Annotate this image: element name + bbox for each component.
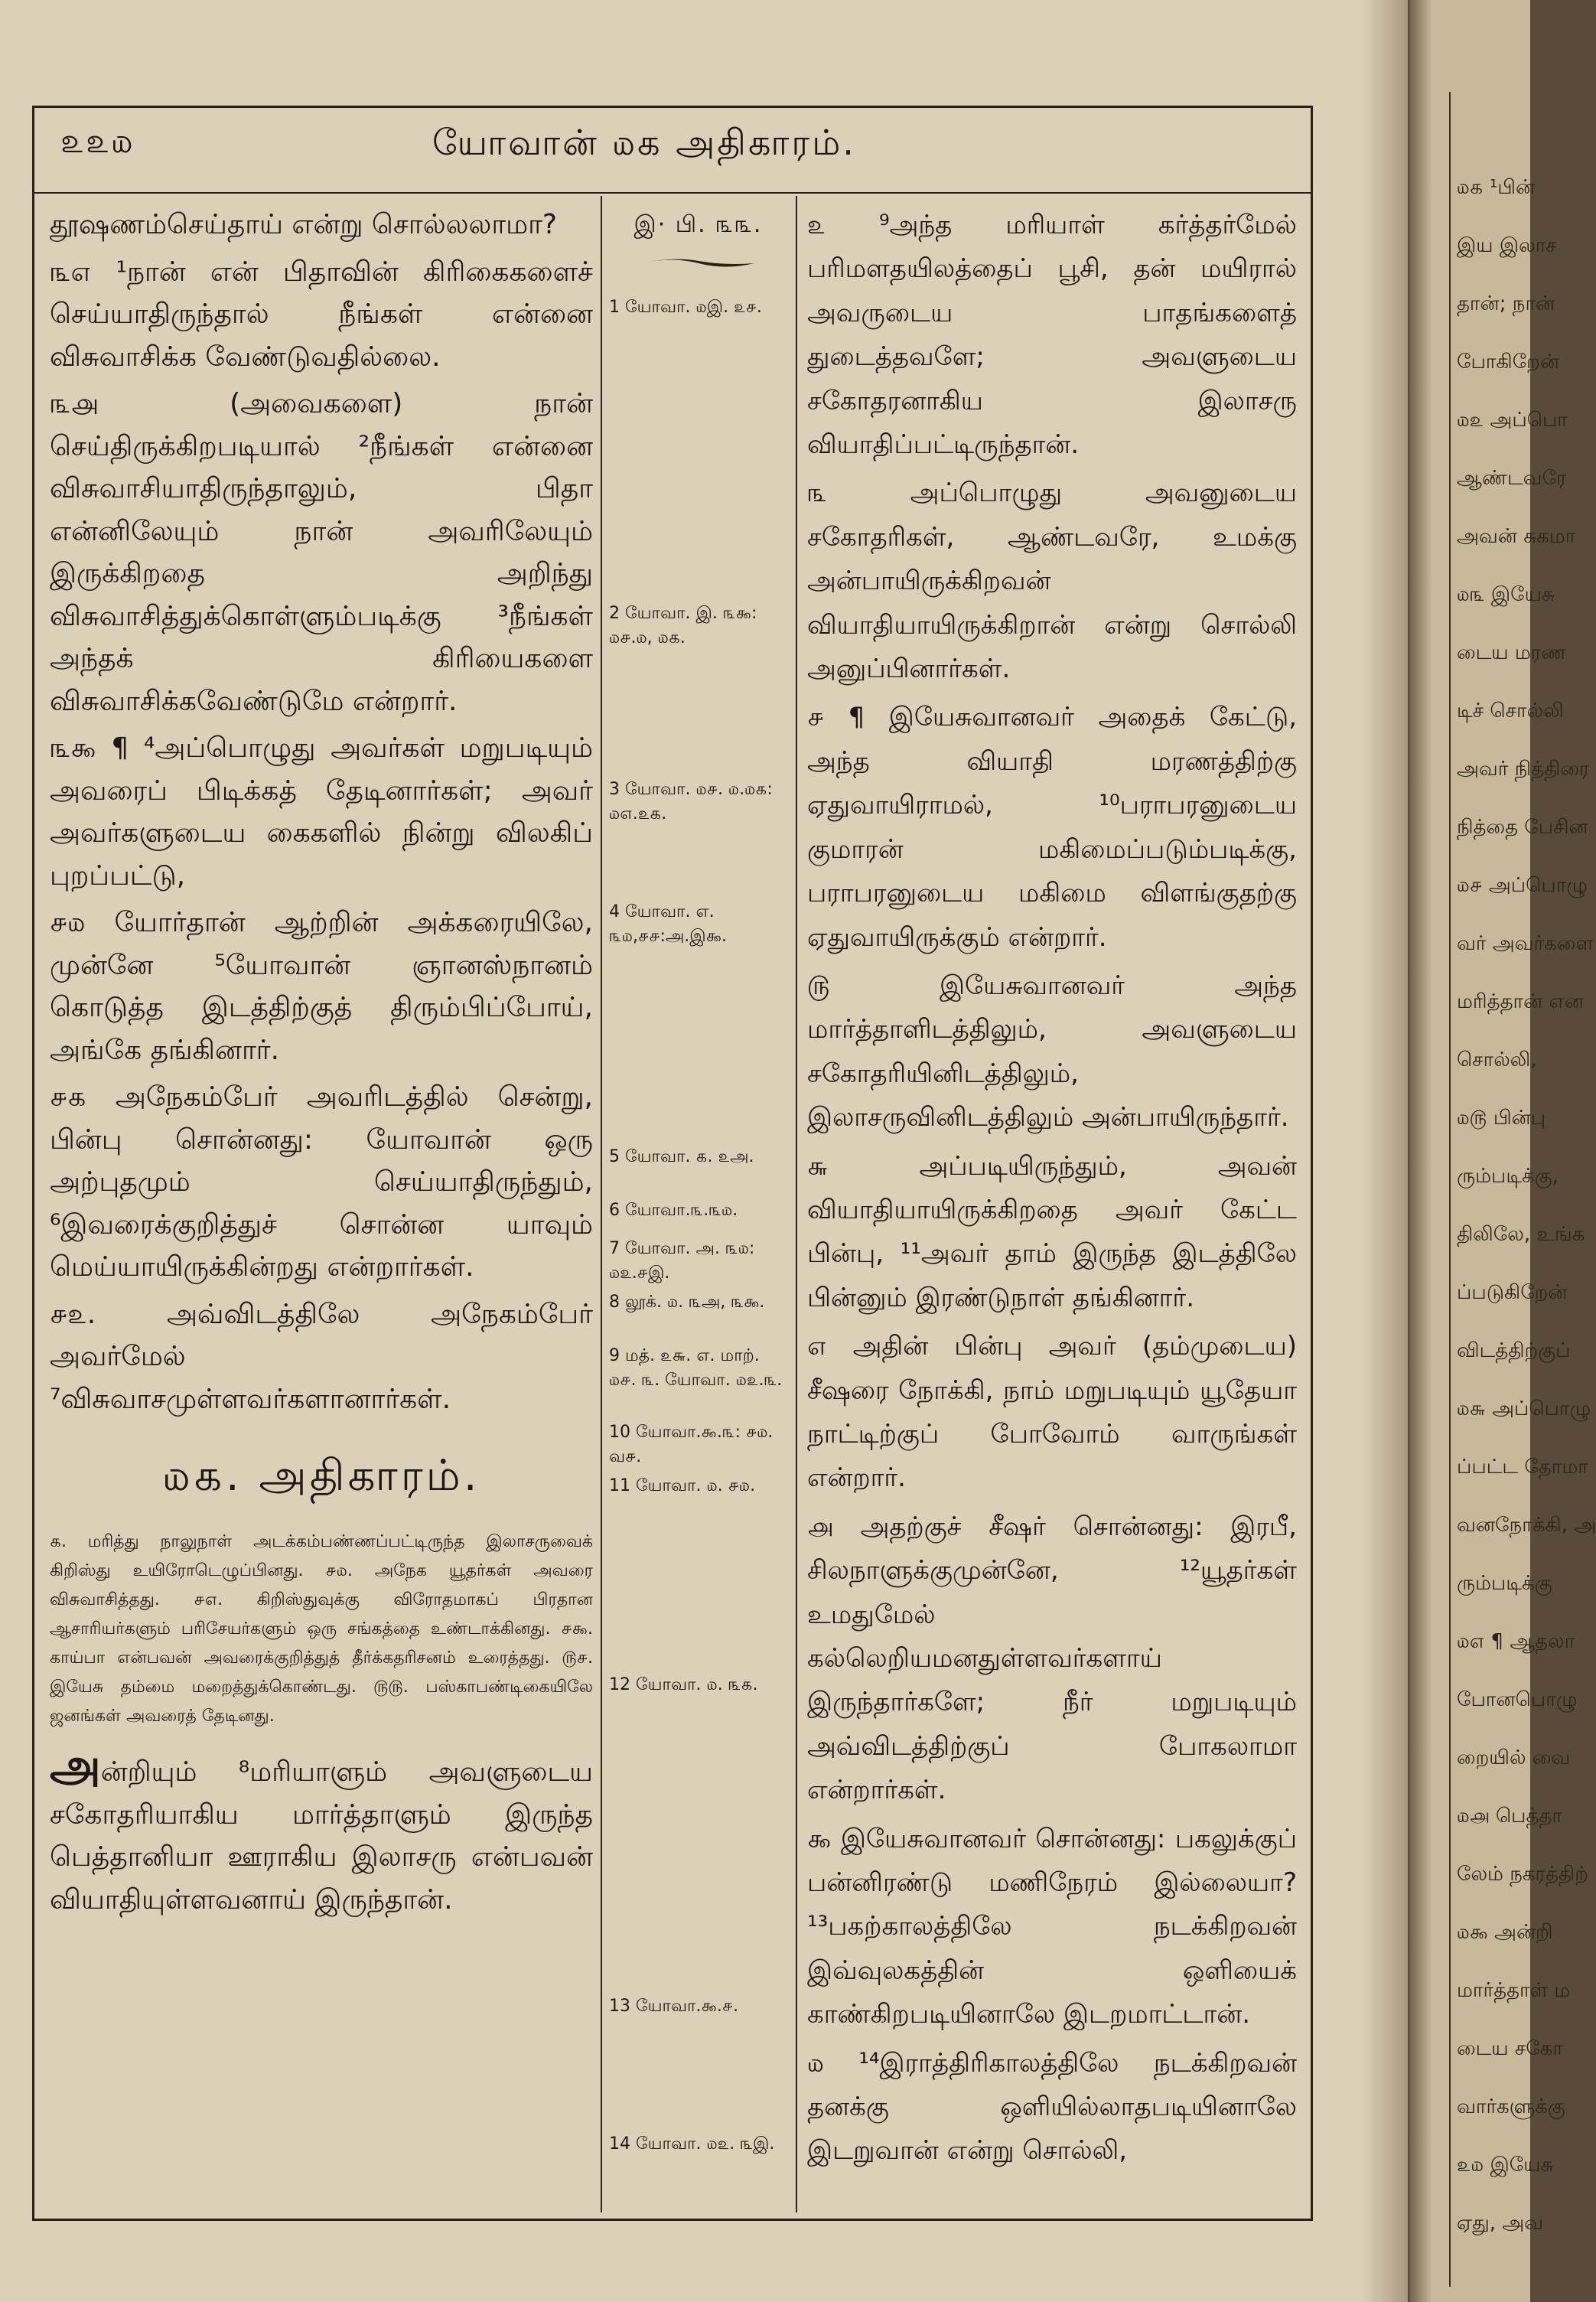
adjacent-page-line: ௰௭ ¶ ஆதலா — [1457, 1630, 1575, 1653]
adjacent-page — [1409, 0, 1596, 2302]
verse: ௩௭ ¹நான் என் பிதாவின் கிரிகைகளைச் செய்யாதிருந்தால் நீங்கள் என்னை விசுவாசிக்க வேண்டுவதில்லை. — [50, 256, 593, 373]
adjacent-page-line: தான்; நான் — [1457, 292, 1555, 315]
drop-cap: அ — [50, 1739, 101, 1792]
adjacent-page-line: வர் அவர்களை — [1457, 932, 1594, 955]
verse: ௩௮ (அவைகளை) நான் செய்திருக்கிறபடியால் ²நீங்கள் என்னை விசுவாசியாதிருந்தாலும், பிதா என்னிலேயும் நான் அவரிலேயும் இருக்கிறதை அறிந்து விசுவாசித்துக்கொள்ளும்படிக்கு ³நீங்கள் அந்தக் கிரியைகளை விசுவாசிக்கவேண்டுமே என்றார். — [50, 388, 593, 717]
verse: ௩ அப்பொழுது அவனுடைய சகோதரிகள், ஆண்டவரே, உமக்கு அன்பாயிருக்கிறவன் வியாதியாயிருக்கிறான் என்று சொல்லி அனுப்பினார்கள். — [807, 478, 1297, 685]
adjacent-page-line: அவன் சுகமா — [1457, 525, 1576, 548]
reference-note: 12 யோவா. ௰. ௩௧. — [609, 1675, 758, 1694]
reference-note: 6 யோவா.௩.௩௰. — [609, 1201, 738, 1220]
adjacent-page-line: லேம் நகரத்திற் — [1457, 1863, 1588, 1886]
chapter-heading: ௰௧. அதிகாரம். — [162, 1451, 480, 1501]
adjacent-page-line: ௰௨ அப்பொ — [1457, 409, 1568, 432]
reference-note: 8 லூக். ௰. ௩அ, ௩௯. — [609, 1293, 765, 1312]
adjacent-page-line: ௰௪ அப்பொழு — [1457, 874, 1588, 897]
adjacent-page-line: போகிறேன் — [1457, 351, 1560, 373]
verse: ௯ இயேசுவானவர் சொன்னது: பகலுக்குப் பன்னிரண்டு மணிநேரம் இல்லையா? ¹³பகற்காலத்திலே நடக்கிறவன் இவ்வுலகத்தின் ஒளியைக் காண்கிறபடியினாலே இடறமாட்டான். — [807, 1823, 1297, 2030]
reference-note: 13 யோவா.௯.௪. — [609, 1997, 739, 2016]
running-title: யோவான் ௰க அதிகாரம். — [432, 122, 856, 163]
adjacent-page-line: திலிலே, உங்க — [1457, 1223, 1585, 1246]
adjacent-page-line: போனபொழு — [1457, 1688, 1578, 1711]
adjacent-page-line: மரித்தான் என — [1457, 990, 1585, 1013]
verse: ௮ அதற்குச் சீஷர் சொன்னது: இரபீ, சிலநாளுக்குமுன்னே, ¹²யூதர்கள் உமதுமேல் கல்லெறியமனதுள்ளவர்களாய் இருந்தார்களே; நீர் மறுபடியும் அவ்விடத்திற்குப் போகலாமா என்றார்கள். — [807, 1511, 1297, 1806]
references-heading: இ· பி. ௩௩. — [634, 211, 763, 238]
adjacent-page-line: ௰௧ ¹பின் — [1457, 176, 1536, 199]
adjacent-page-line: ரும்படிக்கு — [1457, 1572, 1552, 1595]
adjacent-page-line: மார்த்தாள் ம — [1457, 1979, 1571, 2002]
column-divider — [601, 196, 602, 2212]
adjacent-page-line: ௰௯ அன்றி — [1457, 1921, 1553, 1944]
adjacent-page-line: அவர் நித்திரை — [1457, 758, 1590, 781]
verse: ௫ இயேசுவானவர் அந்த மார்த்தாளிடத்திலும், அவளுடைய சகோதரியினிடத்திலும், இலாசருவினிடத்திலும் அன்பாயிருந்தார். — [807, 970, 1297, 1133]
adjacent-page-line: ௰௫ பின்பு — [1457, 1107, 1546, 1130]
adjacent-page-line: ப்படுகிறேன் — [1457, 1281, 1568, 1304]
verse: ௬ அப்படியிருந்தும், அவன் வியாதியாயிருக்கிறதை அவர் கேட்ட பின்பு, ¹¹அவர் தாம் இருந்த இடத்திலே பின்னும் இரண்டுநாள் தங்கினார். — [807, 1150, 1297, 1313]
verse: தூஷணம்செய்தாய் என்று சொல்லலாமா? — [50, 209, 558, 240]
chapter-summary: ௧. மரித்து நாலுநாள் அடக்கம்பண்ணப்பட்டிருந்த இலாசருவைக் கிறிஸ்து உயிரோடெழுப்பினது. ௪௰. அநேக யூதர்கள் அவரை விசுவாசித்தது. ௪௭. கிறிஸ்துவுக்கு விரோதமாகப் பிரதான ஆசாரியர்களும் பரிசேயர்களும் ஒரு சங்கத்தை உண்டாக்கினது. ௪௯. காய்பா என்பவன் அவரைக்குறித்துத் தீர்க்கதரிசனம் உரைத்தது. ௫௪. இயேசு தம்மை மறைத்துக்கொண்டது. ௫௫. பஸ்காபண்டிகையிலே ஜனங்கள் அவரைத் தேடினது. — [50, 1532, 593, 1726]
adjacent-page-line: விடத்திற்குப் — [1457, 1339, 1571, 1362]
adjacent-page-line: டிச் சொல்லி — [1457, 699, 1564, 722]
adjacent-page-line: ௰௩ இயேசு — [1457, 583, 1555, 606]
adjacent-page-line: டைய மரண — [1457, 641, 1567, 664]
adjacent-page-line: ஆண்டவரே — [1457, 467, 1567, 490]
left-column — [50, 204, 593, 1925]
page-number: ௨௨௰ — [60, 122, 135, 161]
adjacent-page-line: இய இலாச — [1457, 234, 1557, 257]
verse: ௰ ¹⁴இராத்திரிகாலத்திலே நடக்கிறவன் தனக்கு ஒளியில்லாதபடியினாலே இடறுவான் என்று சொல்லி, — [807, 2047, 1297, 2167]
reference-note: 14 யோவா. ௰௨. ௩இ. — [609, 2134, 775, 2154]
adjacent-page-line: ௨௰ இயேசு — [1457, 2154, 1554, 2176]
adjacent-page-line: டைய சகோ — [1457, 2037, 1563, 2060]
right-column — [807, 204, 1297, 2178]
reference-note: 9 மத். ௨௬. எ. மாற். ௰௪. ௩. யோவா. ௰௨.௩. — [609, 1346, 783, 1390]
adjacent-page-line: வார்களுக்கு — [1457, 2095, 1565, 2118]
reference-note: 3 யோவா. ௰௪. ௰.௰௧: ௰௭.௨௧. — [609, 780, 773, 823]
adjacent-page-line: ரும்படிக்கு, — [1457, 1165, 1559, 1188]
page-frame — [32, 106, 1313, 2221]
verse: ௨ ⁹அந்த மரியாள் கர்த்தர்மேல் பரிமளதயிலத்தைப் பூசி, தன் மயிரால் அவருடைய பாதங்களைத் துடைத்தவளே; அவளுடைய சகோதரனாகிய இலாசரு வியாதிப்பட்டிருந்தான். — [807, 210, 1297, 461]
opening-text: ன்றியும் ⁸மரியாளும் அவளுடைய சகோதரியாகிய மார்த்தாளும் இருந்த பெத்தானியா ஊராகிய இலாசரு என்பவன் வியாதியுள்ளவனாய் இருந்தான். — [50, 1756, 593, 1916]
reference-note: 2 யோவா. இ. ௩௯: ௰௪.௰, ௰௧. — [609, 604, 757, 647]
adjacent-page-line: ௰௬ அப்பொழு — [1457, 1397, 1591, 1420]
adjacent-page-rule — [1449, 92, 1451, 2287]
verse: ௪௰ யோர்தான் ஆற்றின் அக்கரையிலே, முன்னே ⁵யோவான் ஞானஸ்நானம் கொடுத்த இடத்திற்குத் திரும்பிப்போய், அங்கே தங்கினார். — [50, 907, 593, 1066]
verse: ௪ ¶ இயேசுவானவர் அதைக் கேட்டு, அந்த வியாதி மரணத்திற்கு ஏதுவாயிராமல், ¹⁰பராபரனுடைய குமாரன் மகிமைப்படும்படிக்கு, பராபரனுடைய மகிமை விளங்குதற்கு ஏதுவாயிருக்கும் என்றார். — [807, 702, 1297, 953]
adjacent-page-line: நித்தை பேசின — [1457, 816, 1588, 839]
adjacent-page-line: றையில் வை — [1457, 1746, 1571, 1769]
page-header — [34, 108, 1311, 194]
column-divider — [796, 196, 797, 2212]
reference-note: 11 யோவா. ௰. ௪௰. — [609, 1476, 756, 1495]
ornament-icon — [641, 255, 756, 272]
adjacent-page-line: சொல்லி, — [1457, 1048, 1537, 1071]
adjacent-page-line: ஏது, அவ — [1457, 2212, 1544, 2235]
reference-column — [604, 204, 792, 2209]
reference-note: 4 யோவா. எ. ௩௰,௪௪:அ.இ௯. — [609, 902, 728, 946]
verse: ௪௨. அவ்விடத்திலே அநேகம்பேர் அவர்மேல் ⁷விசுவாசமுள்ளவர்களானார்கள். — [50, 1298, 593, 1415]
adjacent-page-line: ப்பட்ட தோமா — [1457, 1456, 1588, 1479]
verse: ௭ அதின் பின்பு அவர் (தம்முடைய) சீஷரை நோக்கி, நாம் மறுபடியும் யூதேயா நாட்டிற்குப் போவோம் வாருங்கள் என்றார். — [807, 1331, 1297, 1494]
adjacent-page-line: ௰௮ பெத்தா — [1457, 1805, 1562, 1828]
adjacent-page-line: வனநோக்கி, அ — [1457, 1514, 1596, 1537]
reference-note: 1 யோவா. ௰இ. ௨௪. — [609, 298, 762, 317]
verse: ௩௯ ¶ ⁴அப்பொழுது அவர்கள் மறுபடியும் அவரைப் பிடிக்கத் தேடினார்கள்; அவர் அவர்களுடைய கைகளில் நின்று விலகிப் புறப்பட்டு, — [50, 732, 593, 892]
reference-note: 5 யோவா. ௧. ௨அ. — [609, 1147, 754, 1166]
reference-note: 7 யோவா. அ. ௩௰: ௰௨.௪இ. — [609, 1239, 755, 1283]
reference-note: 10 யோவா.௯.௩: ௪௰. வ௪. — [609, 1423, 774, 1466]
verse: ௪௧ அநேகம்பேர் அவரிடத்தில் சென்று, பின்பு சொன்னது: யோவான் ஒரு அற்புதமும் செய்யாதிருந்தும், ⁶இவரைக்குறித்துச் சொன்ன யாவும் மெய்யாயிருக்கின்றது என்றார்கள். — [50, 1081, 593, 1283]
chapter-opening — [50, 1739, 593, 1921]
